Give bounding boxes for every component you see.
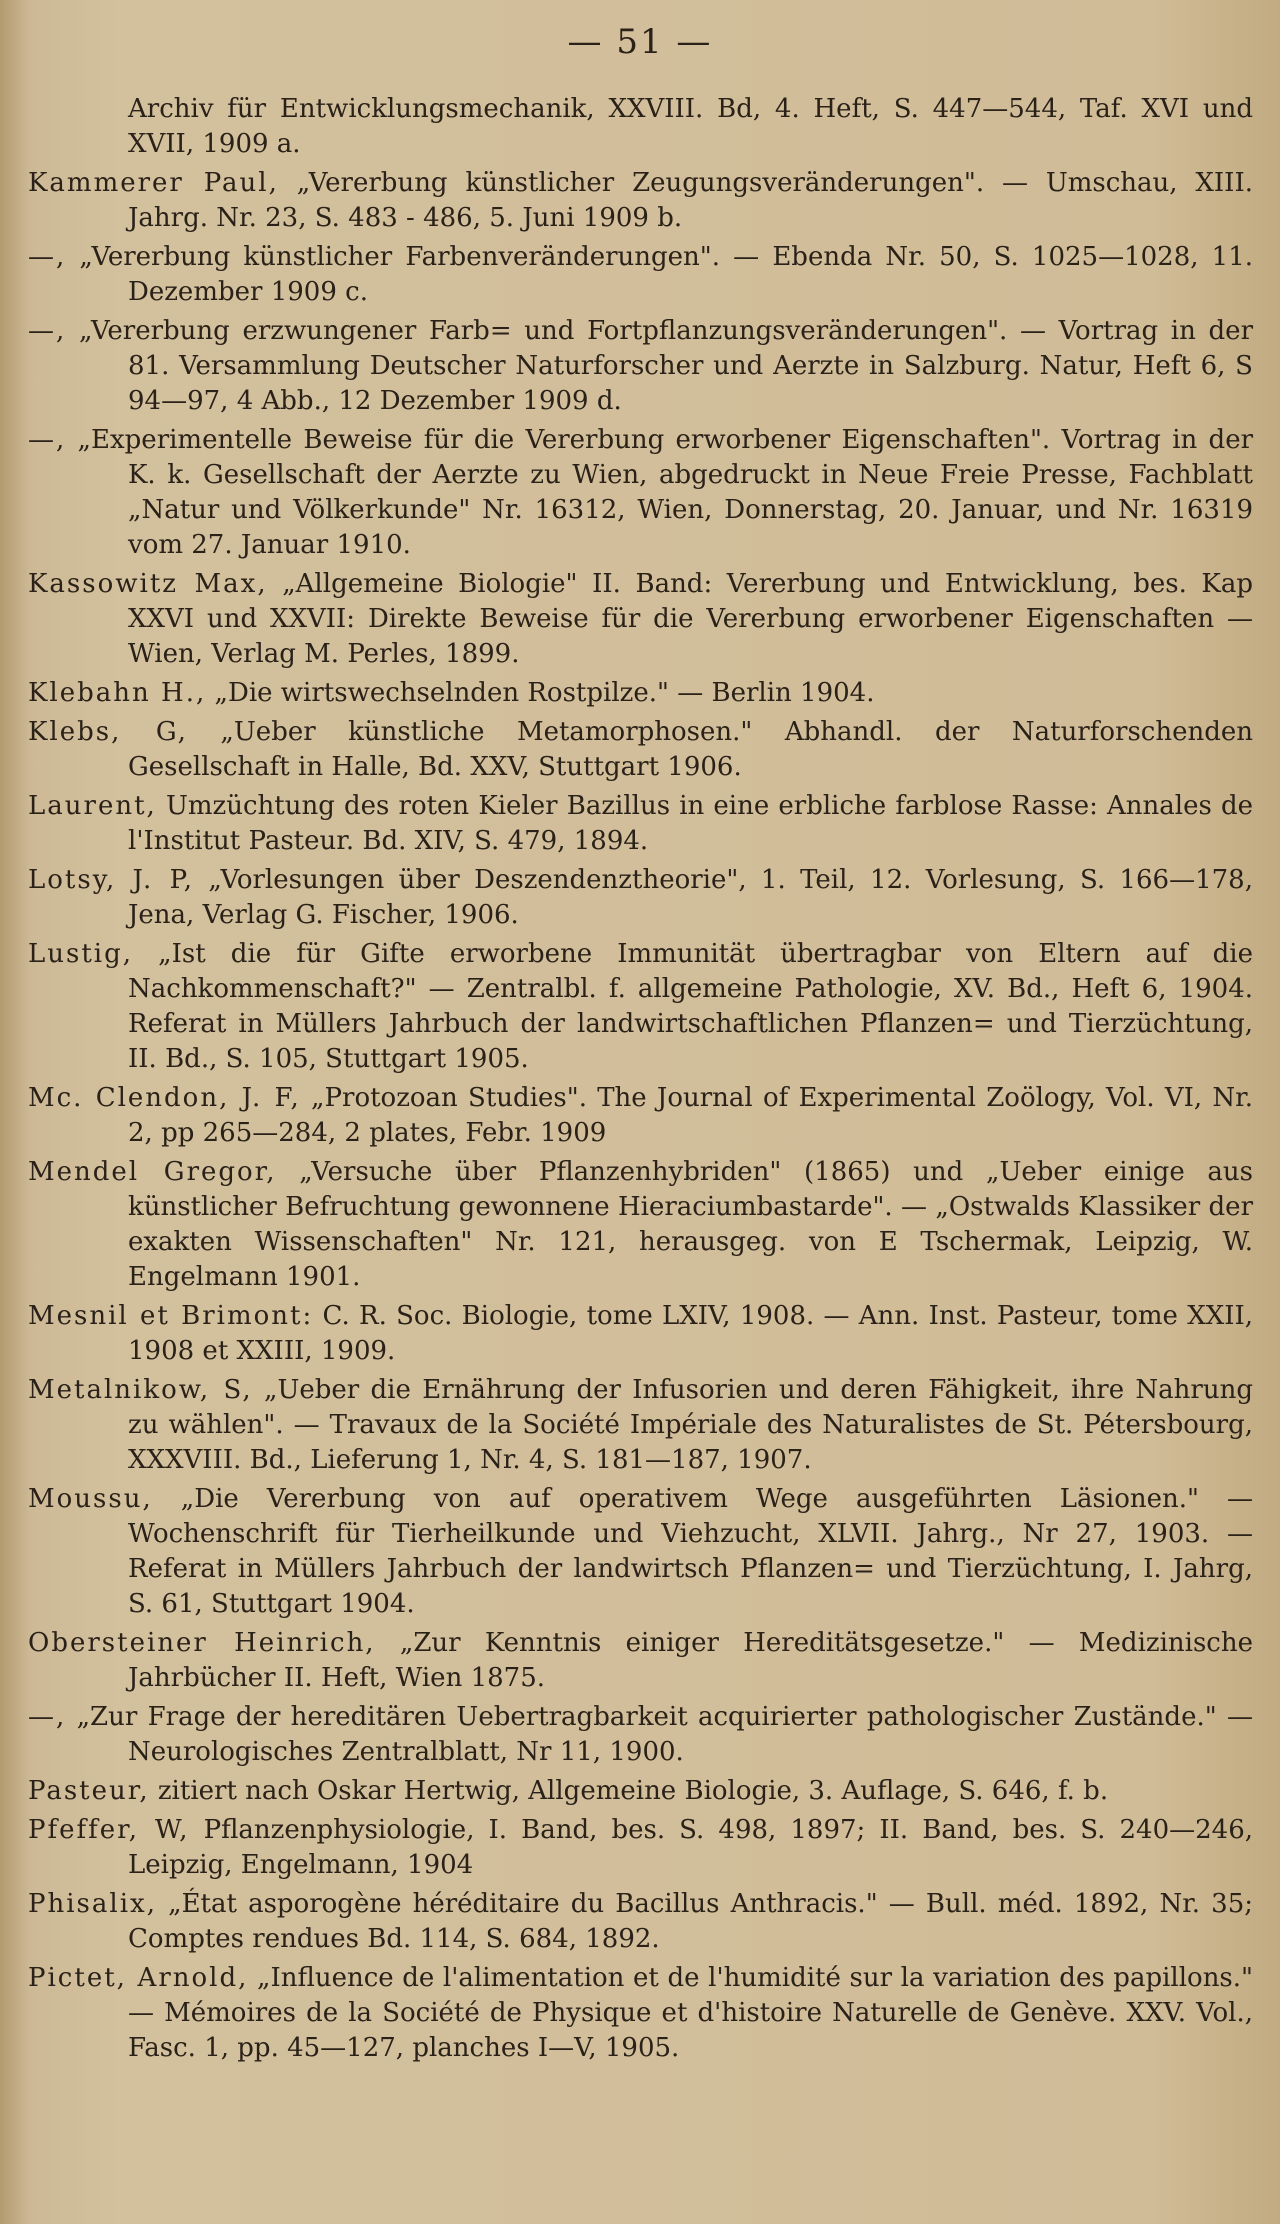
entry-author: —, [28, 242, 67, 272]
entry-author: Laurent, [28, 791, 157, 821]
page-number: — 51 — [567, 22, 713, 62]
entry-text: „Zur Frage der hereditären Uebertragbarkeit acquirierter pathologischer Zustände." — Neurologisches Zentralblatt, Nr 11, 1900. [76, 1702, 1253, 1767]
entry-text: „Versuche über Pflanzenhybriden" (1865) und „Ueber einige aus künstlicher Befruchtung gewonnene Hieraciumbastarde". — „Ostwalds Klassiker der exakten Wissenschaften" Nr. 121, herausgeg. von E Tschermak, Leipzig, W. Engelmann 1901. [128, 1157, 1253, 1292]
bibliography-entry [28, 314, 1253, 419]
entry-author: Mesnil et Brimont: [28, 1301, 314, 1331]
entry-author: Mendel Gregor, [28, 1157, 277, 1187]
entry-text: „Experimentelle Beweise für die Vererbung erworbener Eigenschaften". Vortrag in der K. k. Gesellschaft der Aerzte zu Wien, abgedruckt in Neue Freie Presse, Fachblatt „Natur und Völkerkunde" Nr. 16312, Wien, Donnerstag, 20. Januar, und Nr. 16319 vom 27. Januar 1910. [77, 425, 1254, 560]
entry-text: „Die Vererbung von auf operativem Wege ausgeführten Läsionen." — Wochenschrift für Tierheilkunde und Viehzucht, XLVII. Jahrg., Nr 27, 1903. — Referat in Müllers Jahrbuch der landwirtsch Pflanzen= und Tierzüchtung, I. Jahrg, S. 61, Stuttgart 1904. [128, 1484, 1254, 1619]
bibliography-entry [28, 676, 1253, 711]
entry-author: Klebs, G, [28, 717, 188, 747]
entry-text: „Ueber die Ernährung der Infusorien und deren Fähigkeit, ihre Nahrung zu wählen". — Travaux de la Société Impériale des Naturalistes de St. Pétersbourg, XXXVIII. Bd., Lieferung 1, Nr. 4, S. 181—187, 1907. [128, 1375, 1253, 1475]
entry-text: „Influence de l'alimentation et de l'humidité sur la variation des papillons." — Mémoires de la Société de Physique et d'histoire Naturelle de Genève. XXV. Vol., Fasc. 1, pp. 45—127, planches I—V, 1905. [128, 1963, 1253, 2063]
bibliography-entry [28, 715, 1253, 785]
bibliography-entry [28, 1626, 1253, 1696]
entry-author: Obersteiner Heinrich, [28, 1628, 376, 1658]
entry-text: zitiert nach Oskar Hertwig, Allgemeine Biologie, 3. Auflage, S. 646, f. b. [157, 1776, 1109, 1806]
entry-text: „Protozoan Studies". The Journal of Experimental Zoölogy, Vol. VI, Nr. 2, pp 265—284, 2 plates, Febr. 1909 [128, 1083, 1253, 1148]
bibliography-entry [28, 1774, 1253, 1809]
bibliography-entry [28, 423, 1253, 563]
entry-author: Pictet, Arnold, [28, 1963, 249, 1993]
entry-author: Kammerer Paul, [28, 168, 279, 198]
entry-text: „Vererbung künstlicher Farbenveränderungen". — Ebenda Nr. 50, S. 1025—1028, 11. Dezember 1909 c. [79, 242, 1253, 307]
entry-author: Lotsy, J. P, [28, 865, 195, 895]
entry-author: Kassowitz Max, [28, 569, 268, 599]
entry-text: „Ueber künstliche Metamorphosen." Abhandl. der Naturforschenden Gesellschaft in Halle, Bd. XXV, Stuttgart 1906. [128, 717, 1254, 782]
entry-text: „Ist die für Gifte erworbene Immunität übertragbar von Eltern auf die Nachkommenschaft?" — Zentralbl. f. allgemeine Pathologie, XV. Bd., Heft 6, 1904. Referat in Müllers Jahrbuch der landwirtschaftlichen Pflanzen= und Tierzüchtung, II. Bd., S. 105, Stuttgart 1905. [128, 939, 1254, 1074]
entry-text: „Die wirtswechselnden Rostpilze." — Berlin 1904. [214, 678, 875, 708]
entry-author: Mc. Clendon, J. F, [28, 1083, 301, 1113]
entry-text: „Vererbung erzwungener Farb= und Fortpflanzungsveränderungen". — Vortrag in der 81. Versammlung Deutscher Naturforscher und Aerzte in Salzburg. Natur, Heft 6, S 94—97, 4 Abb., 12 Dezember 1909 d. [78, 316, 1253, 416]
entry-author: Metalnikow, S, [28, 1375, 253, 1405]
bibliography-entry [28, 1482, 1253, 1622]
bibliography-entry [28, 567, 1253, 672]
entry-text: „Allgemeine Biologie" II. Band: Vererbung und Entwicklung, bes. Kap XXVI und XXVII: Direkte Beweise für die Vererbung erworbener Eigenschaften — Wien, Verlag M. Perles, 1899. [128, 569, 1253, 669]
bibliography-entry [28, 863, 1253, 933]
entry-author: —, [28, 1702, 67, 1732]
entry-author: Lustig, [28, 939, 134, 969]
bibliography-entry [28, 1081, 1253, 1151]
bibliography-entry [28, 92, 1253, 162]
entry-author: —, [28, 425, 67, 455]
bibliography-entry [28, 1813, 1253, 1883]
bibliography-entry [28, 937, 1253, 1077]
bibliography-entry [28, 1887, 1253, 1957]
entry-text: C. R. Soc. Biologie, tome LXIV, 1908. — Ann. Inst. Pasteur, tome XXII, 1908 et XXIII, 1909. [128, 1301, 1254, 1366]
bibliography-entry [28, 1155, 1253, 1295]
entry-author: Pasteur, [28, 1776, 150, 1806]
entry-author: Phisalix, [28, 1889, 157, 1919]
entry-text: „Vererbung künstlicher Zeugungsveränderungen". — Umschau, XIII. Jahrg. Nr. 23, S. 483 - 486, 5. Juni 1909 b. [128, 168, 1253, 233]
bibliography-entry [28, 1700, 1253, 1770]
bibliography-entry [28, 166, 1253, 236]
entry-text: Archiv für Entwicklungsmechanik, XXVIII. Bd, 4. Heft, S. 447—544, Taf. XVI und XVII, 1909 a. [128, 94, 1253, 159]
entry-author: Pfeffer, W, [28, 1815, 190, 1845]
entry-text: „Zur Kenntnis einiger Hereditätsgesetze." — Medizinische Jahrbücher II. Heft, Wien 1875. [128, 1628, 1253, 1693]
bibliography-entry [28, 1373, 1253, 1478]
entry-text: „État asporogène héréditaire du Bacillus Anthracis." — Bull. méd. 1892, Nr. 35; Comptes rendues Bd. 114, S. 684, 1892. [128, 1889, 1254, 1954]
bibliography-entry [28, 1961, 1253, 2066]
entry-author: Moussu, [28, 1484, 153, 1514]
bibliography-entry [28, 240, 1253, 310]
entry-author: Klebahn H., [28, 678, 207, 708]
bibliography-entry [28, 1299, 1253, 1369]
bibliography-list [28, 92, 1253, 2070]
entry-text: Pflanzenphysiologie, I. Band, bes. S. 498, 1897; II. Band, bes. S. 240—246, Leipzig, Engelmann, 1904 [128, 1815, 1254, 1880]
entry-text: Umzüchtung des roten Kieler Bazillus in eine erbliche farblose Rasse: Annales de l'Institut Pasteur. Bd. XIV, S. 479, 1894. [128, 791, 1253, 856]
bibliography-entry [28, 789, 1253, 859]
entry-text: „Vorlesungen über Deszendenztheorie", 1. Teil, 12. Vorlesung, S. 166—178, Jena, Verlag G. Fischer, 1906. [128, 865, 1253, 930]
entry-author: —, [28, 316, 67, 346]
